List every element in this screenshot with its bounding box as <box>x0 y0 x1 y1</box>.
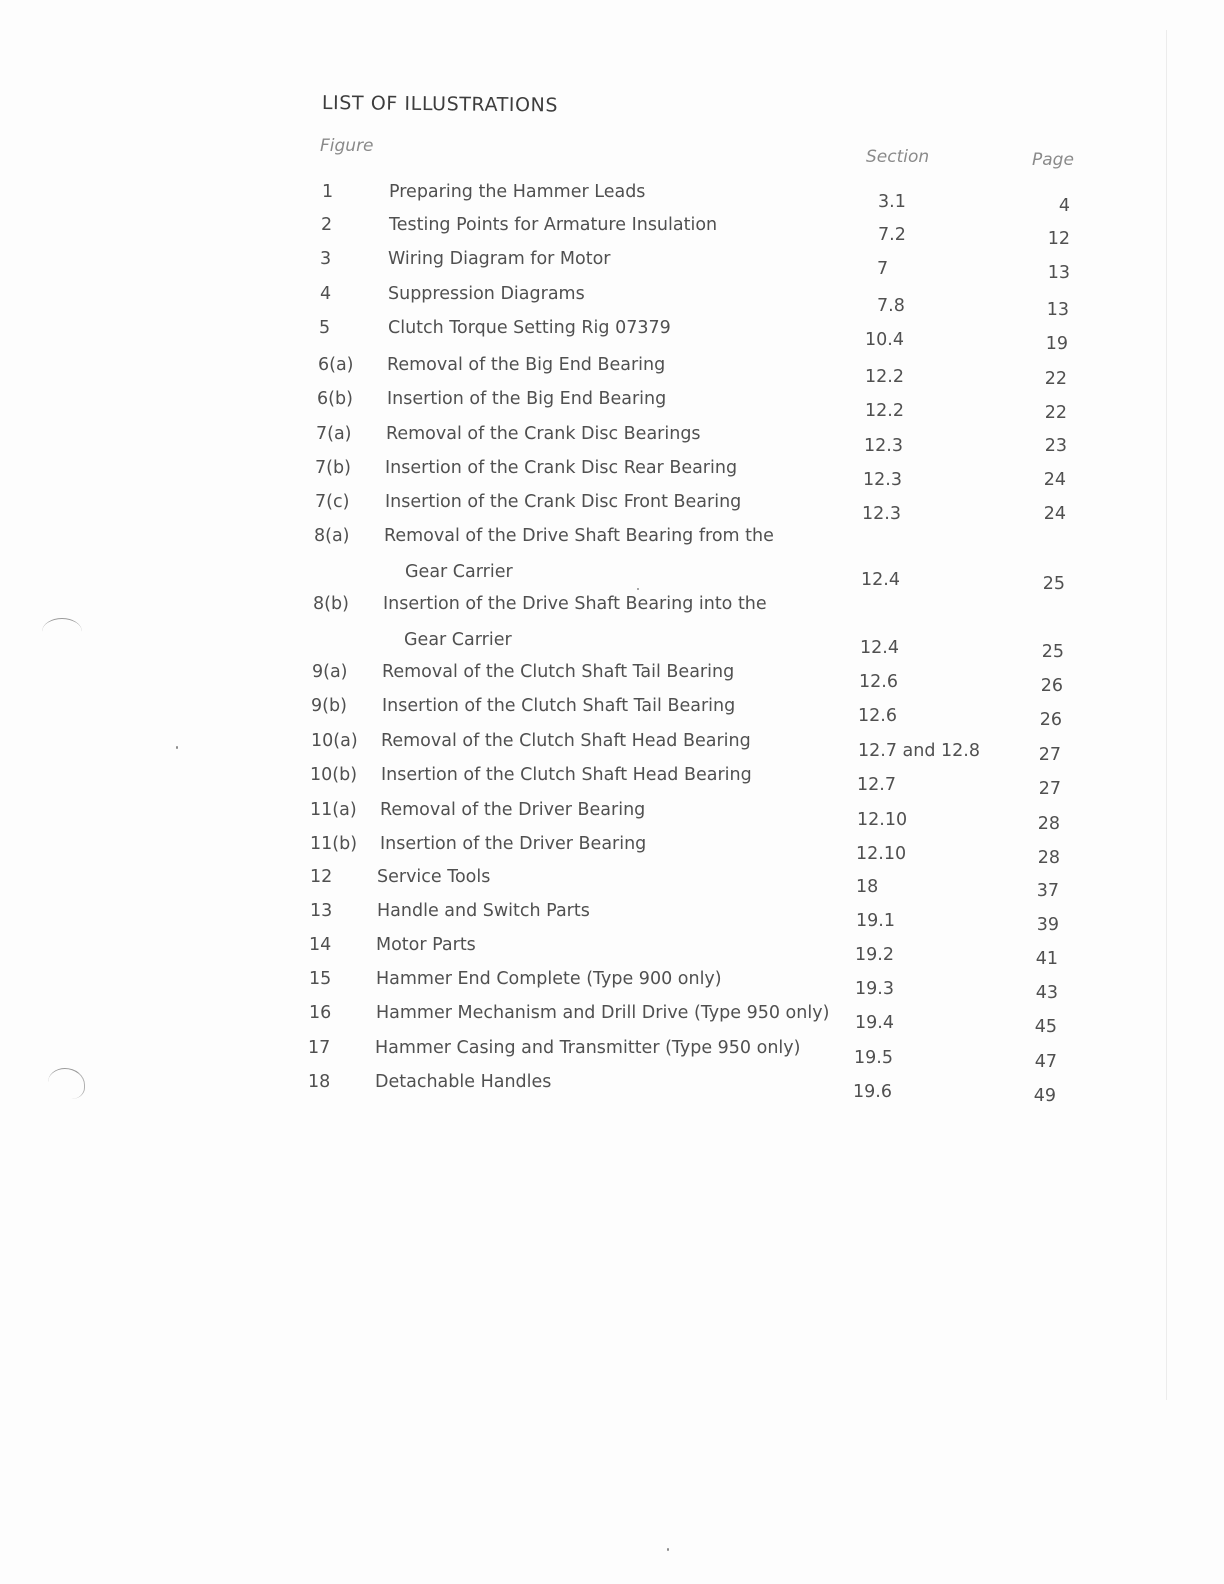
figure-number: 7(a) <box>316 424 352 444</box>
section-reference: 12.2 <box>865 401 904 421</box>
list-item <box>0 731 1224 765</box>
figure-number: 11(a) <box>310 800 357 820</box>
section-reference: 7 <box>877 259 889 279</box>
section-reference: 12.2 <box>865 367 904 387</box>
figure-caption: Removal of the Clutch Shaft Head Bearing <box>381 731 751 751</box>
list-item <box>0 696 1224 730</box>
figure-number: 9(b) <box>311 696 347 716</box>
section-reference: 18 <box>856 877 879 897</box>
figure-caption: Insertion of the Crank Disc Rear Bearing <box>385 458 738 478</box>
section-reference: 7.2 <box>878 225 906 245</box>
figure-number: 8(b) <box>313 594 349 614</box>
figure-number: 12 <box>310 867 333 887</box>
figure-number: 10(b) <box>310 765 358 785</box>
scan-speck <box>637 588 639 590</box>
section-reference: 12.6 <box>859 672 898 692</box>
list-item <box>0 662 1224 696</box>
section-reference: 19.5 <box>854 1048 893 1068</box>
page-number: 47 <box>1034 1052 1057 1072</box>
figure-number: 14 <box>309 935 332 955</box>
list-item <box>0 765 1224 799</box>
section-reference: 12.3 <box>864 436 903 456</box>
figure-caption: Suppression Diagrams <box>388 284 585 304</box>
list-item <box>0 1003 1224 1037</box>
figure-caption-continuation: Gear Carrier <box>404 630 512 650</box>
list-item <box>0 424 1224 458</box>
list-item <box>0 867 1224 901</box>
page-number: 49 <box>1033 1086 1056 1106</box>
section-reference: 12.3 <box>863 470 902 490</box>
list-item <box>0 969 1224 1003</box>
figure-caption: Removal of the Crank Disc Bearings <box>386 424 701 444</box>
figure-number: 7(b) <box>315 458 351 478</box>
figure-caption: Hammer Mechanism and Drill Drive (Type 950 only) <box>376 1003 830 1023</box>
figure-number: 4 <box>320 284 332 304</box>
list-item <box>0 594 1224 662</box>
page-number: 28 <box>1037 848 1060 868</box>
page-number: 24 <box>1043 504 1066 524</box>
figure-caption: Removal of the Drive Shaft Bearing from the <box>384 526 774 546</box>
section-reference: 12.7 <box>857 775 896 795</box>
list-item <box>0 901 1224 935</box>
section-reference: 12.4 <box>861 570 900 590</box>
figure-caption: Service Tools <box>377 867 491 887</box>
page-number: 28 <box>1037 814 1060 834</box>
list-item <box>0 800 1224 834</box>
section-reference: 3.1 <box>878 192 906 212</box>
section-reference: 12.4 <box>860 638 899 658</box>
list-item <box>0 284 1224 318</box>
figure-number: 6(b) <box>317 389 353 409</box>
scan-speck <box>176 746 178 749</box>
page-number: 41 <box>1035 949 1058 969</box>
section-reference: 19.3 <box>855 979 894 999</box>
page-number: 26 <box>1040 676 1063 696</box>
figure-number: 7(c) <box>315 492 350 512</box>
section-column-header: Section <box>866 147 930 167</box>
page-number: 13 <box>1046 300 1069 320</box>
figure-caption: Insertion of the Clutch Shaft Head Bearing <box>381 765 752 785</box>
figure-number: 6(a) <box>318 355 354 375</box>
figure-number: 2 <box>321 215 333 235</box>
page-number: 25 <box>1042 574 1065 594</box>
page-column-header: Page <box>1032 150 1074 170</box>
figure-caption: Preparing the Hammer Leads <box>389 182 646 202</box>
list-item <box>0 318 1224 352</box>
page-number: 12 <box>1047 229 1070 249</box>
figure-caption: Detachable Handles <box>375 1072 552 1092</box>
page-number: 27 <box>1038 745 1061 765</box>
figure-number: 10(a) <box>311 731 358 751</box>
section-reference: 19.2 <box>855 945 894 965</box>
punch-hole-mark <box>42 618 82 645</box>
page-number: 25 <box>1041 642 1064 662</box>
section-reference: 19.1 <box>856 911 895 931</box>
list-item <box>0 458 1224 492</box>
section-reference: 10.4 <box>865 330 904 350</box>
figure-number: 5 <box>319 318 331 338</box>
figure-caption: Clutch Torque Setting Rig 07379 <box>388 318 671 338</box>
figure-number: 17 <box>308 1038 331 1058</box>
page-number: 27 <box>1038 779 1061 799</box>
figure-caption: Removal of the Big End Bearing <box>387 355 666 375</box>
page-number: 37 <box>1036 881 1059 901</box>
figure-number: 9(a) <box>312 662 348 682</box>
section-reference: 12.6 <box>858 706 897 726</box>
page-number: 39 <box>1036 915 1059 935</box>
figure-caption: Motor Parts <box>376 935 476 955</box>
list-item <box>0 389 1224 423</box>
section-reference: 7.8 <box>877 296 905 316</box>
figure-caption: Removal of the Driver Bearing <box>380 800 646 820</box>
figure-number: 1 <box>322 182 334 202</box>
list-item <box>0 1072 1224 1106</box>
list-item <box>0 1038 1224 1072</box>
list-item <box>0 215 1224 249</box>
section-reference: 12.7 and 12.8 <box>858 741 980 761</box>
figure-caption-continuation: Gear Carrier <box>405 562 513 582</box>
scan-speck <box>667 1548 669 1551</box>
page-number: 13 <box>1047 263 1070 283</box>
figure-number: 18 <box>308 1072 331 1092</box>
figure-caption: Insertion of the Driver Bearing <box>380 834 647 854</box>
page-number: 43 <box>1035 983 1058 1003</box>
figure-caption: Insertion of the Clutch Shaft Tail Bearing <box>382 696 736 716</box>
figure-number: 16 <box>309 1003 332 1023</box>
page-number: 22 <box>1044 403 1067 423</box>
figure-caption: Insertion of the Big End Bearing <box>387 389 667 409</box>
section-reference: 19.4 <box>855 1013 894 1033</box>
list-item <box>0 355 1224 389</box>
page-number: 24 <box>1043 470 1066 490</box>
figure-caption: Insertion of the Drive Shaft Bearing into the <box>383 594 767 614</box>
section-reference: 12.3 <box>862 504 901 524</box>
list-item <box>0 834 1224 868</box>
figure-number: 13 <box>310 901 333 921</box>
figure-caption: Hammer End Complete (Type 900 only) <box>376 969 722 989</box>
figure-column-header: Figure <box>320 136 374 156</box>
page-number: 26 <box>1039 710 1062 730</box>
figure-number: 11(b) <box>310 834 358 854</box>
figure-number: 8(a) <box>314 526 350 546</box>
figure-caption: Hammer Casing and Transmitter (Type 950 only) <box>375 1038 801 1058</box>
figure-caption: Wiring Diagram for Motor <box>388 249 611 269</box>
figure-number: 15 <box>309 969 332 989</box>
figure-number: 3 <box>320 249 332 269</box>
list-item <box>0 526 1224 594</box>
page-number: 23 <box>1044 436 1067 456</box>
punch-hole-mark <box>48 1068 85 1099</box>
page-number: 19 <box>1045 334 1068 354</box>
page-title: LIST OF ILLUSTRATIONS <box>321 92 559 117</box>
list-item <box>0 182 1224 216</box>
list-item <box>0 249 1224 283</box>
section-reference: 12.10 <box>857 810 908 830</box>
figure-caption: Removal of the Clutch Shaft Tail Bearing <box>382 662 735 682</box>
section-reference: 19.6 <box>853 1082 892 1102</box>
list-item <box>0 492 1224 526</box>
page-number: 22 <box>1044 369 1067 389</box>
section-reference: 12.10 <box>856 844 907 864</box>
figure-caption: Insertion of the Crank Disc Front Bearing <box>385 492 742 512</box>
page-number: 45 <box>1034 1017 1057 1037</box>
figure-caption: Testing Points for Armature Insulation <box>389 215 718 235</box>
page-number: 4 <box>1058 196 1070 216</box>
list-item <box>0 935 1224 969</box>
figure-caption: Handle and Switch Parts <box>377 901 590 921</box>
